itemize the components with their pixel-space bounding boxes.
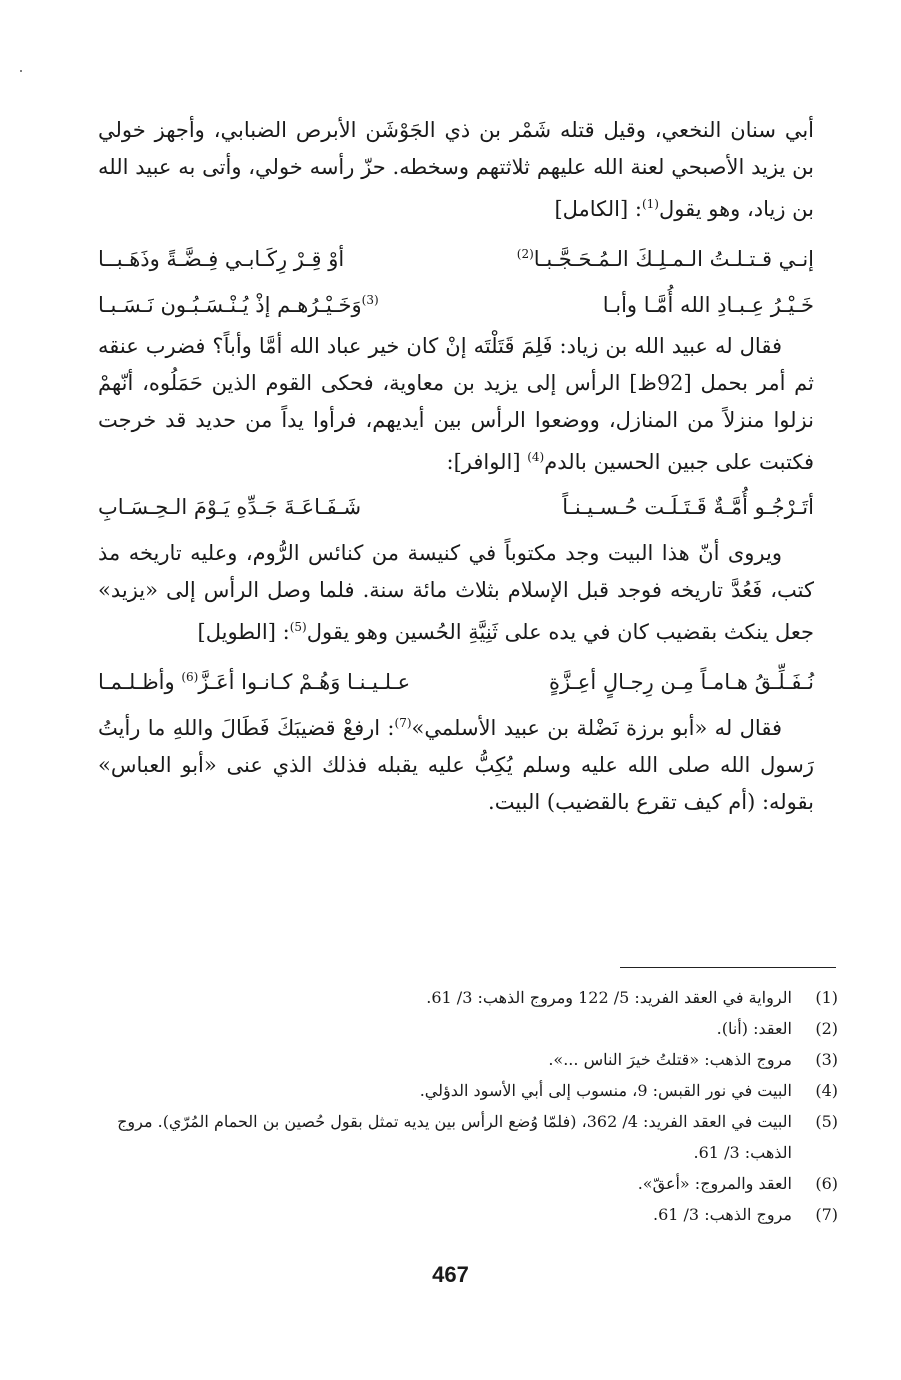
meter-tawil: : [الطويل] (197, 620, 290, 644)
verse-4-right: نُـفَـلِّـقُ هـامـاً مِـن رِجـالٍ أعِـزَّةٍ (549, 670, 814, 694)
footnote-2 (98, 1013, 838, 1044)
footnote-mark-4: (4) (527, 450, 545, 464)
verse-1 (98, 236, 814, 274)
footnote-3 (98, 1044, 838, 1075)
footnote-4 (98, 1075, 838, 1106)
footnote-text: العقد والمروج: «أعقّ». (637, 1174, 792, 1193)
verse-4 (98, 659, 814, 697)
footnote-5 (98, 1106, 838, 1168)
main-text (98, 112, 814, 821)
page-number: 467 (432, 1262, 469, 1287)
paragraph-1 (98, 112, 814, 228)
footnote-text: مروج الذهب: «قتلتُ خيرَ الناس ...». (548, 1050, 792, 1069)
verse-3 (98, 489, 814, 527)
meter-wafir: [الوافر]: (446, 450, 528, 474)
verse-2-right: خَـيْـرُ عِـبـادِ الله أُمَّـا وأبـا (602, 293, 814, 317)
footnote-number: (5) (815, 1112, 838, 1131)
footnote-mark-2: (2) (516, 247, 534, 261)
verse-2-left: $^{(3)}$وَخَـيْـرُهـم إذْ يُـنْـسَـبُـون نَـسَـبـا (98, 293, 379, 317)
footnote-mark-6: (6) (181, 670, 199, 684)
footnote-number: (1) (815, 988, 838, 1007)
paragraph-4-text-a: فقال له «أبو برزة نَضْلة بن عبيد الأسلمي» (411, 716, 782, 740)
meter-kamil: : [الكامل] (554, 197, 642, 221)
footnote-mark-1: (1) (641, 197, 659, 211)
footnote-text: البيت في العقد الفريد: 4/ 362، (فلمّا وُضع الرأس بين يديه تمثل بقول حُصين بن الحمام المُرّي). مروج الذهب: 3/ 61. (117, 1112, 792, 1162)
footnote-number: (6) (815, 1174, 838, 1193)
footnote-separator (620, 967, 836, 968)
footnote-mark-3: (3) (361, 293, 379, 307)
footnote-text: الرواية في العقد الفريد: 5/ 122 ومروج الذهب: 3/ 61. (426, 988, 792, 1007)
footnote-number: (7) (815, 1205, 838, 1224)
footnote-mark-5: (5) (289, 620, 307, 634)
footnote-6 (98, 1168, 838, 1199)
verse-1-left: أوْ قِـرْ رِكَـابـي فِـضَّـةً وذَهَـبــا (98, 247, 345, 271)
verse-4-left: عـلـيـنـا وَهُـمْ كـانـوا أعَـزَّ$^{(6)}$ وأظـلـمـا (98, 670, 411, 694)
paragraph-4 (98, 705, 814, 821)
paragraph-3-text: ويروى أنّ هذا البيت وجد مكتوباً في كنيسة من كنائس الرُّوم، وعليه تاريخه مذ كتب، فَعُدَّ تاريخه فوجد قبل الإسلام بثلاث مائة سنة. فلما وصل الرأس إلى «يزيد» جعل ينكث بقضيب كان في يده على ثَنِيَّةِ الحُسين وهو يقول (98, 541, 814, 644)
paragraph-4-text-b: : ارفعْ قضيبَكَ فَطَالَ واللهِ ما رأيتُ رَسول الله صلى الله عليه وسلم يُكِبُّ عليه يقبله فذلك الذي عنى «أبو العباس» بقوله: (أم كيف تقرع بالقضيب) البيت. (98, 716, 814, 814)
verse-1-right: إنـي قـتـلـتُ الـمـلِـكَ الـمُـحَـجَّـبـا$^{(2)}$ (516, 247, 814, 271)
footnote-text: مروج الذهب: 3/ 61. (652, 1205, 792, 1224)
footnote-mark-7: (7) (394, 716, 412, 730)
footnote-text: البيت في نور القبس: 9، منسوب إلى أبي الأسود الدؤلي. (419, 1081, 792, 1100)
verse-2 (98, 282, 814, 320)
paragraph-2 (98, 328, 814, 481)
verse-3-right: أتَـرْجُـو أُمَّـةٌ قَـتَـلَـت حُـسـيـنـاً (562, 495, 814, 519)
footnote-text: العقد: (أنا). (716, 1019, 792, 1038)
scan-speck (20, 70, 22, 72)
footnote-1 (98, 982, 838, 1013)
verse-3-left: شَـفَـاعَـةَ جَـدِّهِ يَـوْمَ الـحِـسَـابِ (98, 495, 362, 519)
footnotes (98, 982, 838, 1230)
footnote-number: (2) (815, 1019, 838, 1038)
paragraph-2-text: فقال له عبيد الله بن زياد: فَلِمَ قَتَلْتَه إنْ كان خير عباد الله أمَّا وأباً؟ فضرب عنقه ثم أمر بحمل [92ظ] الرأس إلى يزيد بن معاوية، فحكى القوم الذين حَمَلُوه، أنّهمْ نزلوا منزلاً من المنازل، ووضعوا الرأس بين أيديهم، فرأوا يداً من حديد قد خرجت فكتبت على جبين الحسين بالدم (98, 334, 814, 474)
paragraph-3 (98, 535, 814, 651)
footnote-7 (98, 1199, 838, 1230)
paragraph-1-text: أبي سنان النخعي، وقيل قتله شَمْر بن ذي الجَوْشَن الأبرص الضبابي، وأجهز خولي بن يزيد الأصبحي لعنة الله عليهم ثلاثتهم وسخطه. حزّ رأسه خولي، وأتى به عبيد الله بن زياد، وهو يقول (98, 118, 814, 221)
footnote-number: (3) (815, 1050, 838, 1069)
footnote-number: (4) (815, 1081, 838, 1100)
